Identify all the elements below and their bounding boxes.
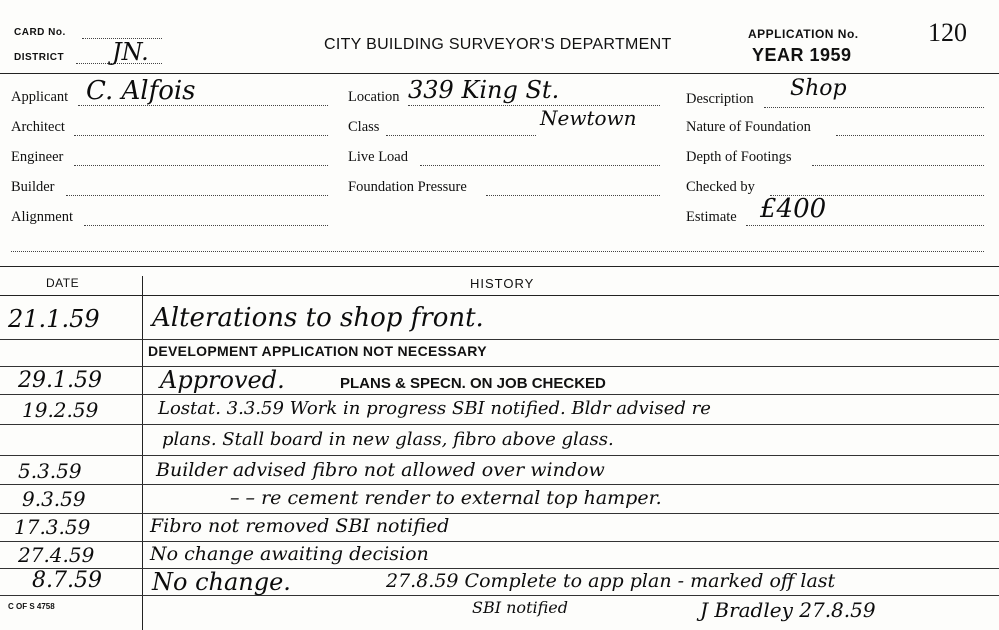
description-line bbox=[764, 107, 984, 108]
date-column-divider bbox=[142, 276, 143, 630]
row-rule bbox=[0, 595, 999, 596]
signature: J Bradley 27.8.59 bbox=[700, 598, 876, 622]
history-text: plans. Stall board in new glass, fibro above glass. bbox=[162, 429, 614, 450]
history-text: No change. bbox=[152, 568, 291, 596]
estimate-label: Estimate bbox=[686, 209, 737, 225]
row-rule bbox=[0, 541, 999, 542]
history-date: 19.2.59 bbox=[22, 398, 99, 422]
architect-line bbox=[74, 135, 328, 136]
estimate-value: £400 bbox=[760, 194, 827, 224]
engineer-label: Engineer bbox=[11, 149, 64, 165]
row-rule bbox=[0, 455, 999, 456]
depth-footings-label: Depth of Footings bbox=[686, 149, 792, 165]
history-stamp: DEVELOPMENT APPLICATION NOT NECESSARY bbox=[148, 343, 487, 359]
row-rule bbox=[0, 424, 999, 425]
foundation-pressure-label: Foundation Pressure bbox=[348, 179, 467, 195]
card-no-label: CARD No. bbox=[14, 27, 66, 38]
history-text: No change awaiting decision bbox=[150, 543, 429, 565]
history-text: Builder advised fibro not allowed over window bbox=[156, 459, 605, 481]
history-text: Approved. bbox=[160, 366, 285, 394]
builder-line bbox=[66, 195, 328, 196]
row-rule bbox=[0, 339, 999, 340]
history-text: Lostat. 3.3.59 Work in progress SBI notified. Bldr advised re bbox=[158, 398, 711, 419]
depth-footings-line bbox=[812, 165, 984, 166]
live-load-label: Live Load bbox=[348, 149, 408, 165]
history-date: 21.1.59 bbox=[8, 305, 100, 333]
history-date: 8.7.59 bbox=[32, 568, 102, 593]
class-label: Class bbox=[348, 119, 380, 135]
history-date: 5.3.59 bbox=[18, 459, 82, 483]
date-header: DATE bbox=[46, 276, 80, 290]
history-date: 29.1.59 bbox=[18, 368, 102, 393]
form-code: C OF S 4758 bbox=[8, 602, 55, 611]
history-header-rule bbox=[0, 295, 999, 296]
location-label: Location bbox=[348, 89, 400, 105]
builder-label: Builder bbox=[11, 179, 55, 195]
description-label: Description bbox=[686, 91, 754, 107]
history-text: Fibro not removed SBI notified bbox=[150, 515, 450, 537]
architect-label: Architect bbox=[11, 119, 65, 135]
applicant-label: Applicant bbox=[11, 89, 69, 105]
class-line bbox=[386, 135, 536, 136]
district-value: JN. bbox=[112, 38, 149, 66]
location-value: 339 King St. bbox=[408, 76, 560, 104]
district-label: DISTRICT bbox=[14, 52, 65, 63]
history-top-rule bbox=[0, 266, 999, 267]
live-load-line bbox=[420, 165, 660, 166]
row-rule bbox=[0, 513, 999, 514]
application-no-label: APPLICATION No. bbox=[748, 27, 859, 41]
department-title: CITY BUILDING SURVEYOR'S DEPARTMENT bbox=[324, 36, 672, 53]
history-stamp: PLANS & SPECN. ON JOB CHECKED bbox=[340, 375, 606, 392]
checked-by-label: Checked by bbox=[686, 179, 755, 195]
applicant-value: C. Alfois bbox=[86, 76, 196, 106]
history-date: 17.3.59 bbox=[14, 515, 91, 539]
application-no: 120 bbox=[928, 18, 967, 47]
blank-line bbox=[11, 251, 984, 252]
header-divider bbox=[0, 73, 999, 74]
row-rule bbox=[0, 484, 999, 485]
engineer-line bbox=[74, 165, 328, 166]
year-label: YEAR 1959 bbox=[752, 45, 852, 65]
history-text: Alterations to shop front. bbox=[152, 303, 484, 333]
history-text: 27.8.59 Complete to app plan - marked off last bbox=[386, 570, 836, 592]
history-text: – – re cement render to external top hamper. bbox=[230, 487, 662, 509]
history-text: SBI notified bbox=[472, 598, 568, 617]
nature-foundation-line bbox=[836, 135, 984, 136]
alignment-line bbox=[84, 225, 328, 226]
description-value: Shop bbox=[790, 76, 847, 101]
nature-foundation-label: Nature of Foundation bbox=[686, 119, 811, 135]
foundation-pressure-line bbox=[486, 195, 660, 196]
history-date: 27.4.59 bbox=[18, 543, 95, 567]
row-rule bbox=[0, 366, 999, 367]
estimate-line bbox=[746, 225, 984, 226]
row-rule bbox=[0, 394, 999, 395]
alignment-label: Alignment bbox=[11, 209, 74, 225]
location-value-2: Newtown bbox=[540, 106, 637, 130]
row-rule bbox=[0, 568, 999, 569]
history-header: HISTORY bbox=[470, 276, 535, 291]
history-date: 9.3.59 bbox=[22, 487, 86, 511]
